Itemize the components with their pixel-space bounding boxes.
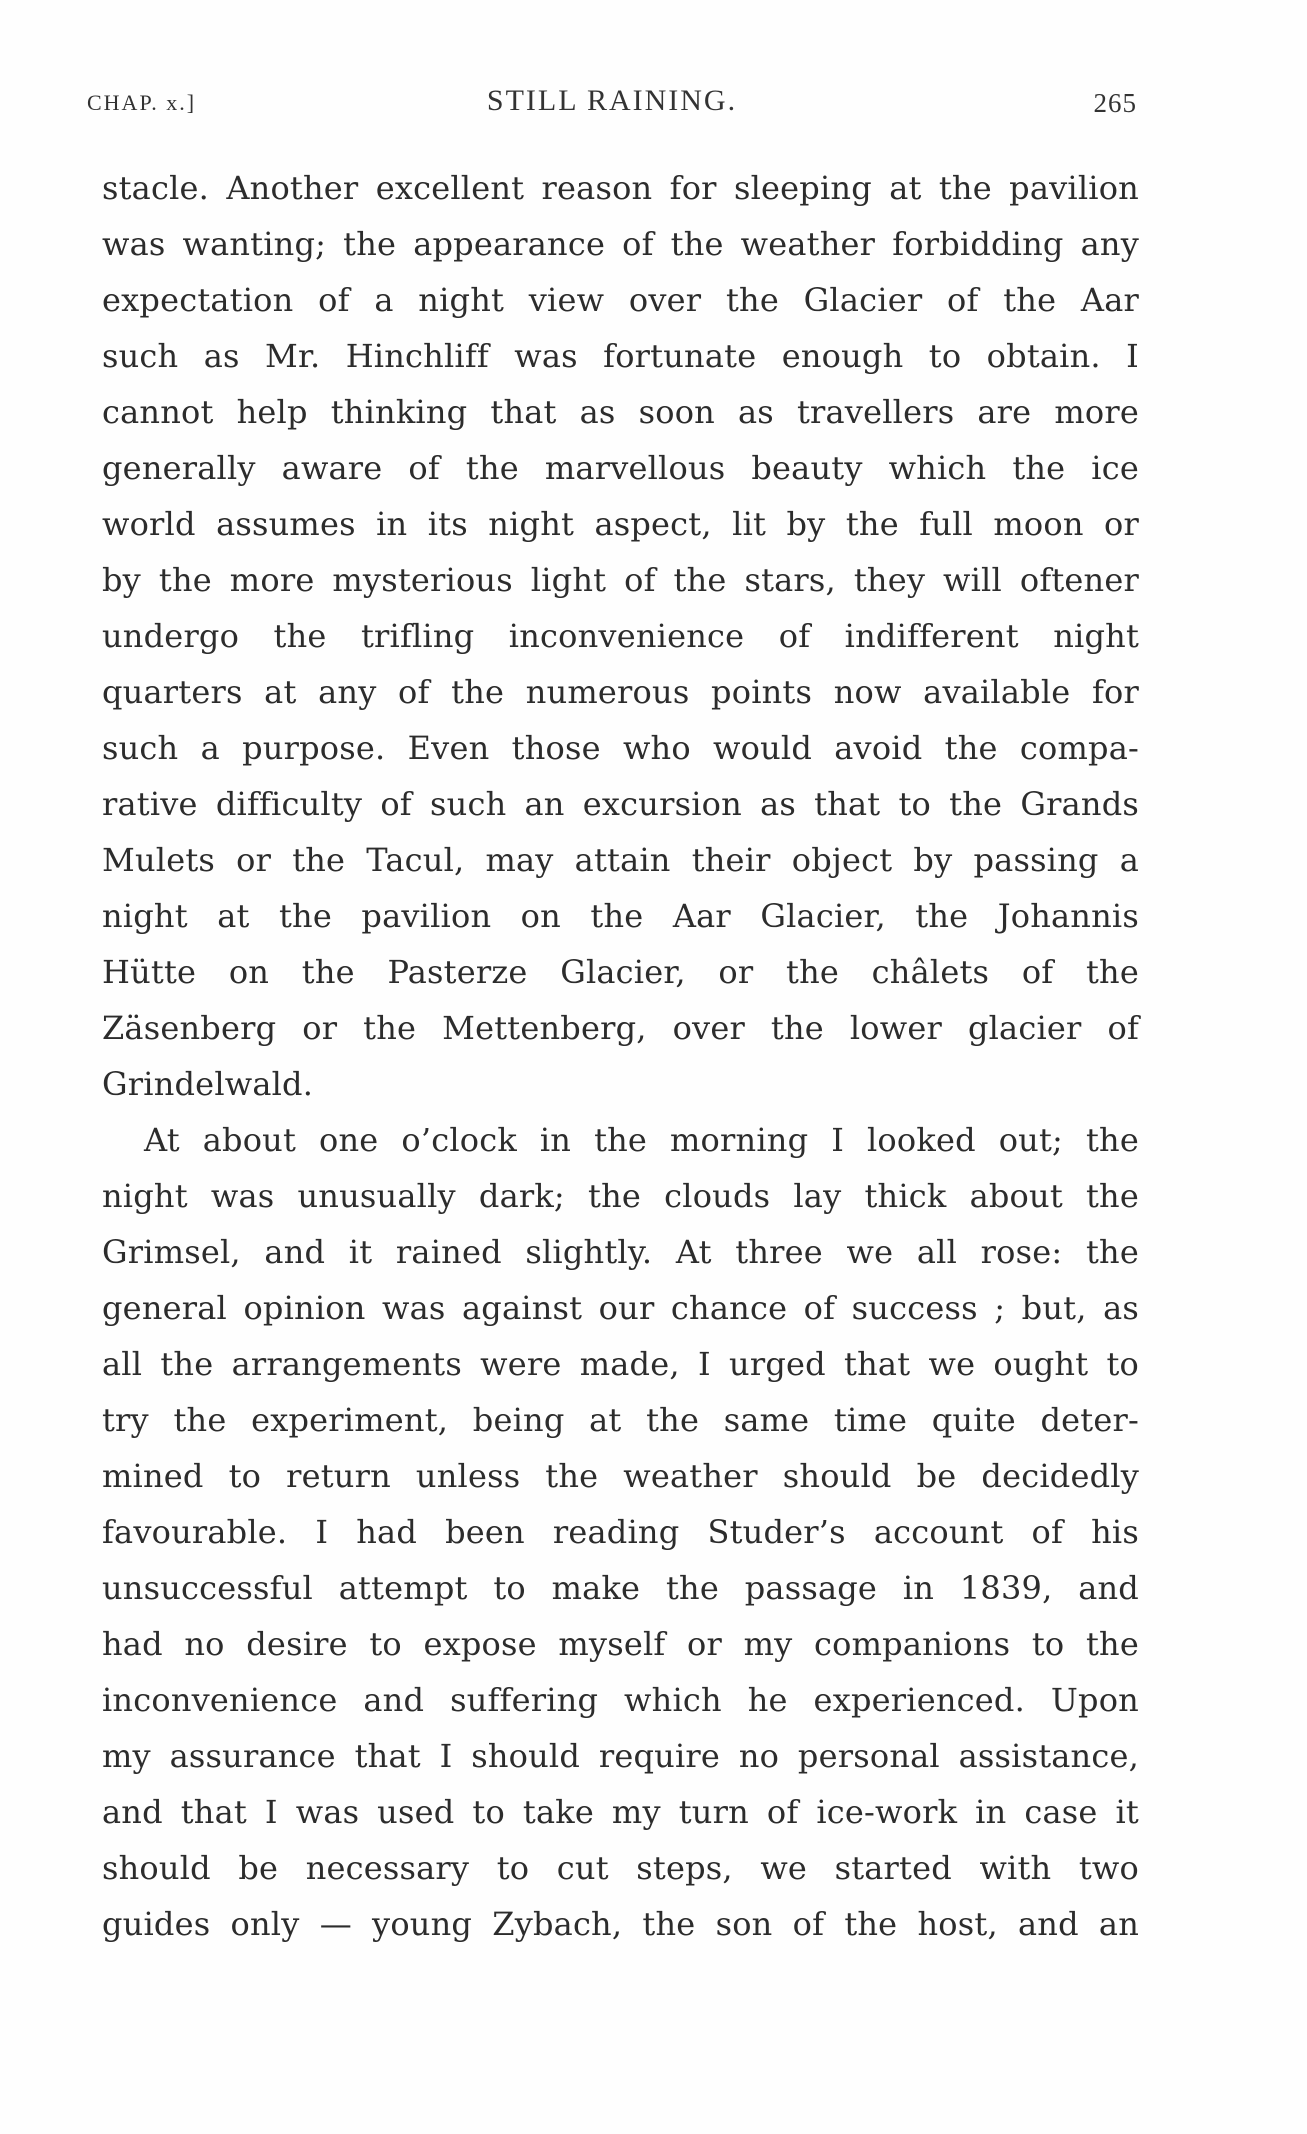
text-line: should be necessary to cut steps, we started with two [102, 1849, 1139, 1887]
running-header [87, 84, 1137, 128]
text-line: mined to return unless the weather should be decidedly [102, 1457, 1139, 1495]
text-line: was wanting; the appearance of the weather forbidding any [102, 225, 1139, 263]
text-line: Grimsel, and it rained slightly. At three we all rose: the [102, 1233, 1139, 1271]
text-line: unsuccessful attempt to make the passage in 1839, and [102, 1569, 1139, 1607]
text-line: generally aware of the marvellous beauty which the ice [102, 449, 1139, 487]
text-line: inconvenience and suffering which he experienced. Upon [102, 1681, 1139, 1719]
text-line: such as Mr. Hinchliff was fortunate enough to obtain. I [102, 337, 1139, 375]
text-line: and that I was used to take my turn of ice-work in case it [102, 1793, 1139, 1831]
text-line: night was unusually dark; the clouds lay thick about the [102, 1177, 1139, 1215]
text-line: my assurance that I should require no personal assistance, [102, 1737, 1139, 1775]
text-line: general opinion was against our chance of success ; but, as [102, 1289, 1139, 1327]
text-line: by the more mysterious light of the stars, they will oftener [102, 561, 1139, 599]
text-line: Grindelwald. [102, 1065, 314, 1103]
text-line: undergo the trifling inconvenience of indifferent night [102, 617, 1139, 655]
text-line: rative difficulty of such an excursion as that to the Grands [102, 785, 1139, 823]
text-line: quarters at any of the numerous points now available for [102, 673, 1139, 711]
text-line: Hütte on the Pasterze Glacier, or the châlets of the [102, 953, 1139, 991]
text-line: such a purpose. Even those who would avoid the compa- [102, 729, 1139, 767]
text-line: night at the pavilion on the Aar Glacier, the Johannis [102, 897, 1139, 935]
text-line: Mulets or the Tacul, may attain their object by passing a [102, 841, 1139, 879]
chapter-label: CHAP. x.] [87, 90, 197, 115]
text-line: guides only — young Zybach, the son of the host, and an [102, 1905, 1139, 1943]
paragraph [102, 1112, 1139, 1952]
text-line: Zäsenberg or the Mettenberg, over the lower glacier of [102, 1009, 1139, 1047]
text-line: try the experiment, being at the same time quite deter- [102, 1401, 1139, 1439]
text-line: all the arrangements were made, I urged that we ought to [102, 1345, 1139, 1383]
text-line: favourable. I had been reading Studer’s account of his [102, 1513, 1139, 1551]
text-line: stacle. Another excellent reason for sleeping at the pavilion [102, 169, 1139, 207]
body-text [102, 160, 1139, 1952]
page-number: 265 [1093, 88, 1137, 118]
text-line: At about one o’clock in the morning I looked out; the [144, 1121, 1139, 1159]
text-line: had no desire to expose myself or my companions to the [102, 1625, 1139, 1663]
text-line: expectation of a night view over the Glacier of the Aar [102, 281, 1139, 319]
text-line: cannot help thinking that as soon as travellers are more [102, 393, 1139, 431]
running-title: STILL RAINING. [486, 84, 738, 117]
text-line: world assumes in its night aspect, lit by the full moon or [102, 505, 1139, 543]
paragraph [102, 160, 1139, 1112]
